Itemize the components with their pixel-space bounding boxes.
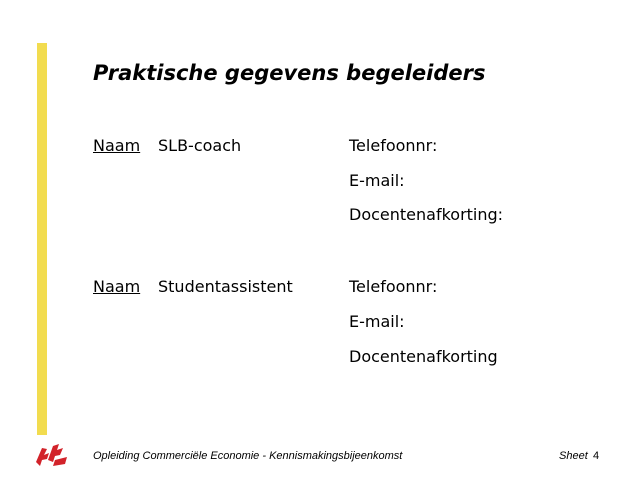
block1-field-phone: Telefoonnr: xyxy=(349,136,438,155)
block1-role: SLB-coach xyxy=(158,136,242,155)
institution-logo-icon xyxy=(33,440,69,468)
block1-field-docent: Docentenafkorting: xyxy=(349,205,504,224)
block2-name-label: Naam xyxy=(93,277,141,296)
sheet-number: 4 xyxy=(593,450,600,462)
block2-role: Studentassistent xyxy=(158,277,293,296)
block1-field-email: E-mail: xyxy=(349,171,405,190)
block1-name-label: Naam xyxy=(93,136,141,155)
accent-bar xyxy=(37,43,47,435)
sheet-label: Sheet xyxy=(559,450,588,462)
block2-field-email: E-mail: xyxy=(349,312,405,331)
block2-field-phone: Telefoonnr: xyxy=(349,277,438,296)
slide-title: Praktische gegevens begeleiders xyxy=(93,61,486,85)
footer-text: Opleiding Commerciële Economie - Kennismakingsbijeenkomst xyxy=(93,450,403,462)
block2-field-docent: Docentenafkorting xyxy=(349,347,498,366)
